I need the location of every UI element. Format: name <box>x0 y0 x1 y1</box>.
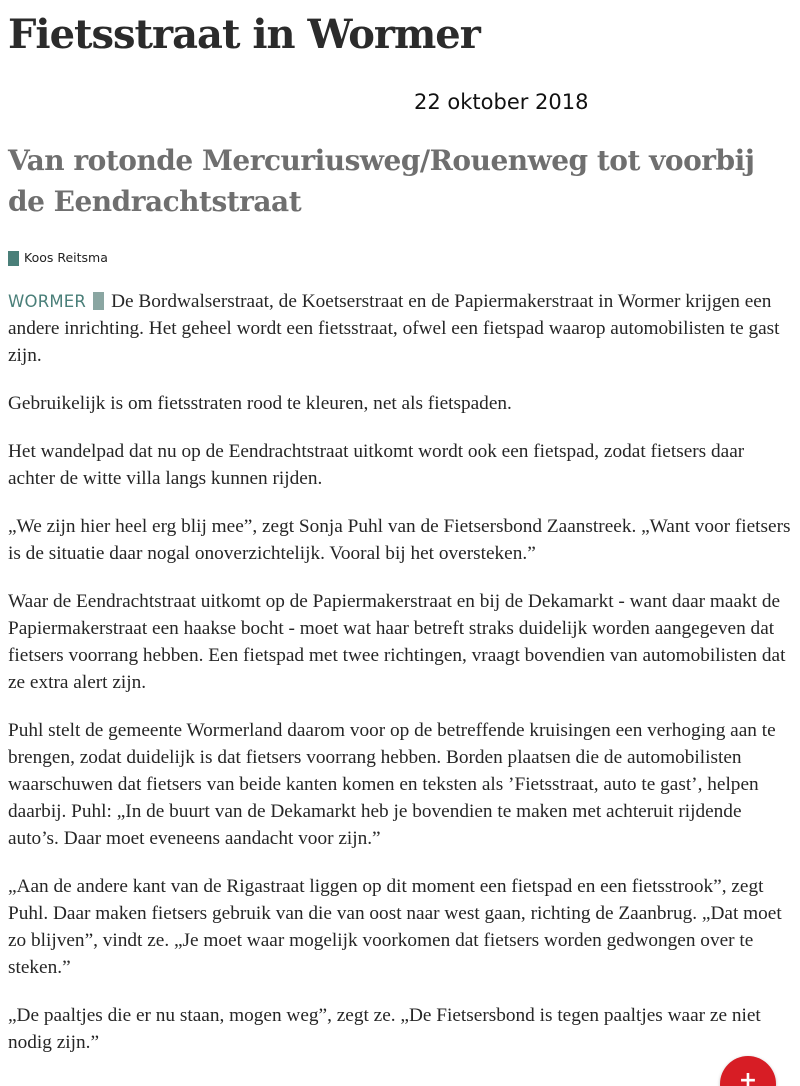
article-body <box>8 288 795 1077</box>
author-byline <box>8 249 108 267</box>
author-marker-icon <box>8 251 19 266</box>
paragraph-3: Het wandelpad dat nu op de Eendrachtstraat uitkomt wordt ook een fietspad, zodat fietsers daar achter de witte villa langs kunnen rijden. <box>8 441 745 489</box>
paragraph-1-text: De Bordwalserstraat, de Koetserstraat en de Papiermakerstraat in Wormer krijgen een andere inrichting. Het geheel wordt een fietsstraat, ofwel een fietspad waarop automobilisten te gast zijn. <box>8 291 780 366</box>
author-name: Koos Reitsma <box>24 250 108 265</box>
dateline: WORMER <box>8 292 87 311</box>
paragraph-1 <box>8 288 795 369</box>
paragraph-8: „De paaltjes die er nu staan, mogen weg”, zegt ze. „De Fietsersbond is tegen paaltjes waar ze niet nodig zijn.” <box>8 1005 761 1053</box>
paragraph-2: Gebruikelijk is om fietsstraten rood te kleuren, net als fietspaden. <box>8 393 512 414</box>
article-title: Fietsstraat in Wormer <box>8 11 480 58</box>
paragraph-7: „Aan de andere kant van de Rigastraat liggen op dit moment een fietspad en een fietsstrook”, zegt Puhl. Daar maken fietsers gebruik van die van oost naar west gaan, richting de Zaanbrug. „Dat moet zo blijven”, vindt ze. „Je moet waar mogelijk voorkomen dat fietsers worden gedwongen over te steken.” <box>8 876 782 978</box>
article-date: 22 oktober 2018 <box>414 90 589 114</box>
paragraph-4: „We zijn hier heel erg blij mee”, zegt Sonja Puhl van de Fietsersbond Zaanstreek. „Want voor fietsers is de situatie daar nogal onoverzichtelijk. Vooral bij het oversteken.” <box>8 516 791 564</box>
article-subtitle: Van rotonde Mercuriusweg/Rouenweg tot voorbij de Eendrachtstraat <box>8 144 755 218</box>
plus-icon: + <box>738 1068 758 1086</box>
paragraph-5: Waar de Eendrachtstraat uitkomt op de Papiermakerstraat en bij de Dekamarkt - want daar maakt de Papiermakerstraat een haakse bocht - moet wat haar betreft straks duidelijk worden aangegeven dat fietsers voorrang hebben. Een fietspad met twee richtingen, vraagt bovendien van automobilisten dat ze extra alert zijn. <box>8 591 786 693</box>
paragraph-6: Puhl stelt de gemeente Wormerland daarom voor op de betreffende kruisingen een verhoging aan te brengen, zodat duidelijk is dat fietsers voorrang hebben. Borden plaatsen die de automobilisten waarschuwen dat fietsers van beide kanten komen en teksten als ’Fietsstraat, auto te gast’, helpen daarbij. Puhl: „In de buurt van de Dekamarkt heb je bovendien te maken met achteruit rijdende auto’s. Daar moet eveneens aandacht voor zijn.” <box>8 720 776 849</box>
dateline-marker-icon <box>93 292 104 310</box>
